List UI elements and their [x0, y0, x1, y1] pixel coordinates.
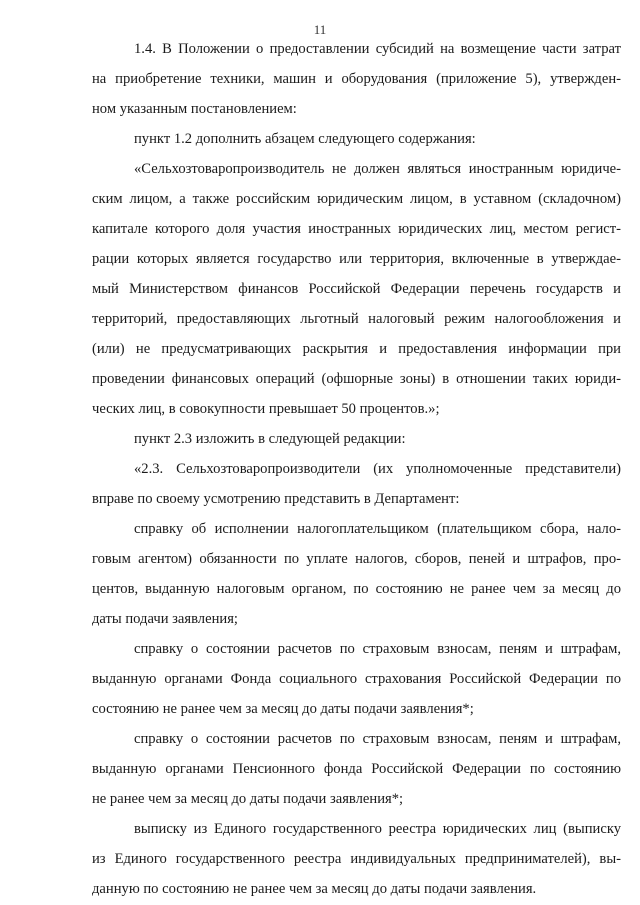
text-line: (или) не предусматривающих раскрытия и предоставления информации при — [92, 341, 621, 357]
paragraph — [92, 34, 621, 124]
text-line: пункт 1.2 дополнить абзацем следующего содержания: — [134, 131, 476, 147]
text-line: выданную органами Фонда социального страхования Российской Федерации по — [92, 671, 621, 687]
text-line: пункт 2.3 изложить в следующей редакции: — [134, 431, 406, 447]
text-line: мый Министерством финансов Российской Федерации перечень государств и — [92, 281, 621, 297]
text-line: выданную органами Пенсионного фонда Российской Федерации по состоянию — [92, 761, 621, 777]
text-line: вправе по своему усмотрению представить в Департамент: — [92, 491, 460, 507]
page-number: 11 — [313, 22, 327, 37]
paragraph — [92, 514, 621, 634]
paragraph — [92, 814, 621, 904]
text-line: данную по состоянию не ранее чем за месяц до даты подачи заявления. — [92, 881, 537, 897]
paragraph — [92, 124, 621, 154]
text-line: не ранее чем за месяц до даты подачи заявления*; — [92, 791, 404, 807]
text-line: территорий, предоставляющих льготный налоговый режим налогообложения и — [92, 311, 621, 327]
text-line: «Сельхозтоваропроизводитель не должен являться иностранным юридиче- — [134, 161, 621, 177]
text-line: справку о состоянии расчетов по страховым взносам, пеням и штрафам, — [134, 641, 621, 657]
paragraph — [92, 454, 621, 514]
text-line: ческих лиц, в совокупности превышает 50 процентов.»; — [92, 401, 440, 417]
text-line: состоянию не ранее чем за месяц до даты подачи заявления*; — [92, 701, 474, 717]
text-line: «2.3. Сельхозтоваропроизводители (их уполномоченные представители) — [134, 461, 621, 477]
paragraph — [92, 724, 621, 814]
document-body — [92, 34, 621, 904]
text-line: ским лицом, а также российским юридическим лицом, в уставном (складочном) — [92, 191, 621, 207]
text-line: из Единого государственного реестра индивидуальных предпринимателей), вы- — [92, 851, 621, 867]
text-line: 1.4. В Положении о предоставлении субсидий на возмещение части затрат — [134, 41, 621, 57]
text-line: центов, выданную налоговым органом, по состоянию не ранее чем за месяц до — [92, 581, 621, 597]
text-line: проведении финансовых операций (офшорные зоны) в отношении таких юриди- — [92, 371, 621, 387]
text-line: ном указанным постановлением: — [92, 101, 297, 117]
text-line: говым агентом) обязанности по уплате налогов, сборов, пеней и штрафов, про- — [92, 551, 621, 567]
text-line: справку об исполнении налогоплательщиком (плательщиком сбора, нало- — [134, 521, 621, 537]
text-line: рации которых является государство или территория, включенные в утверждае- — [92, 251, 621, 267]
text-line: капитале которого доля участия иностранных юридических лиц, местом регист- — [92, 221, 621, 237]
paragraph — [92, 154, 621, 424]
text-line: справку о состоянии расчетов по страховым взносам, пеням и штрафам, — [134, 731, 621, 747]
text-line: даты подачи заявления; — [92, 611, 238, 627]
paragraph — [92, 634, 621, 724]
text-line: выписку из Единого государственного реестра юридических лиц (выписку — [134, 821, 621, 837]
paragraph — [92, 424, 621, 454]
text-line: на приобретение техники, машин и оборудования (приложение 5), утвержден- — [92, 71, 621, 87]
